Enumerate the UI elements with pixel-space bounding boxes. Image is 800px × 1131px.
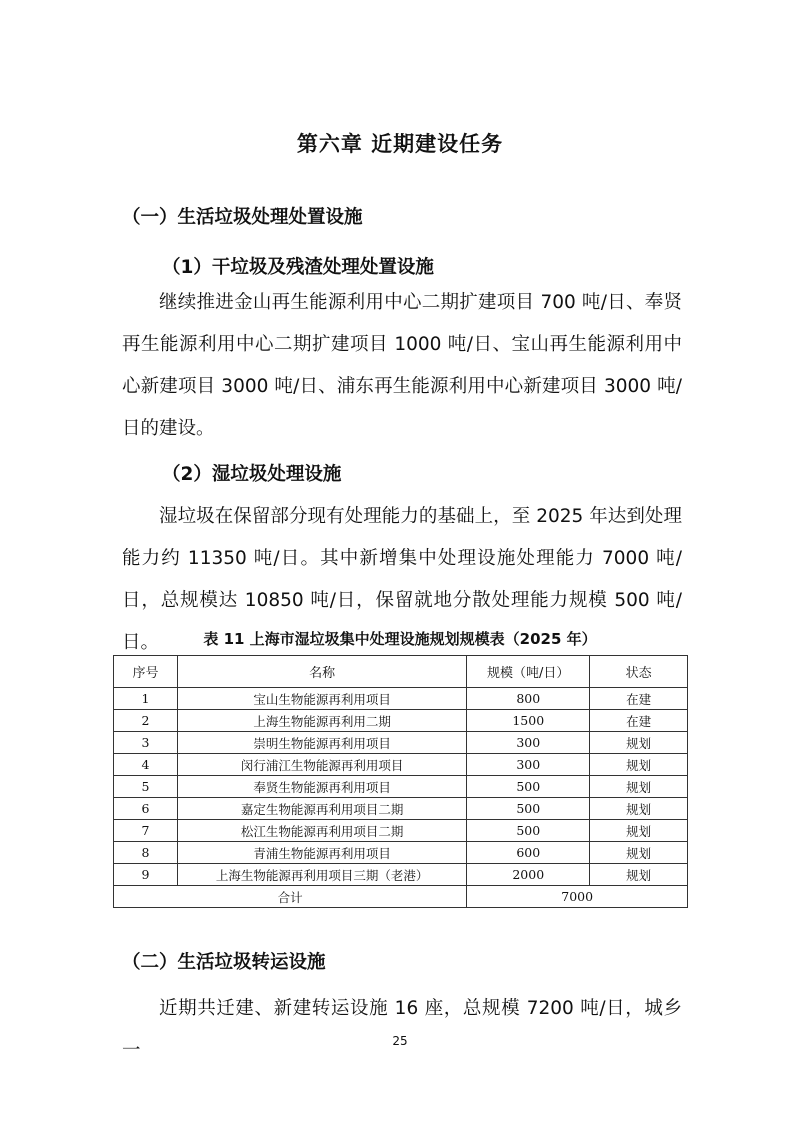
cell-name: 崇明生物能源再利用项目 (177, 732, 466, 754)
cell-status: 规划 (590, 842, 688, 864)
cell-status: 在建 (590, 710, 688, 732)
cell-name: 上海生物能源再利用项目三期（老港） (177, 864, 466, 886)
cell-status: 在建 (590, 688, 688, 710)
table-row (114, 776, 688, 798)
table-row (114, 842, 688, 864)
cell-name: 嘉定生物能源再利用项目二期 (177, 798, 466, 820)
cell-status: 规划 (590, 820, 688, 842)
table-caption: 表 11 上海市湿垃圾集中处理设施规划规模表（2025 年） (203, 630, 597, 648)
section-heading-2: （二）生活垃圾转运设施 (122, 952, 326, 973)
cell-index: 6 (114, 798, 178, 820)
cell-capacity: 300 (467, 732, 590, 754)
cell-capacity: 1500 (467, 710, 590, 732)
cell-name: 宝山生物能源再利用项目 (177, 688, 466, 710)
cell-index: 2 (114, 710, 178, 732)
cell-status: 规划 (590, 864, 688, 886)
total-value: 7000 (467, 886, 688, 908)
header-status: 状态 (590, 656, 688, 688)
cell-name: 青浦生物能源再利用项目 (177, 842, 466, 864)
cell-name: 闵行浦江生物能源再利用项目 (177, 754, 466, 776)
table-row (114, 754, 688, 776)
cell-status: 规划 (590, 776, 688, 798)
cell-index: 7 (114, 820, 178, 842)
header-name: 名称 (177, 656, 466, 688)
cell-name: 奉贤生物能源再利用项目 (177, 776, 466, 798)
page-number: 25 (392, 1034, 408, 1048)
cell-index: 8 (114, 842, 178, 864)
cell-name: 松江生物能源再利用项目二期 (177, 820, 466, 842)
table-row (114, 732, 688, 754)
table-header-row (114, 656, 688, 688)
subsection-heading-wet-waste: （2）湿垃圾处理设施 (162, 464, 342, 485)
header-index: 序号 (114, 656, 178, 688)
cell-index: 9 (114, 864, 178, 886)
table-total-row (114, 886, 688, 908)
cell-status: 规划 (590, 754, 688, 776)
wet-waste-facility-table (113, 655, 688, 908)
cell-capacity: 300 (467, 754, 590, 776)
paragraph-dry-waste: 继续推进金山再生能源利用中心二期扩建项目 700 吨/日、奉贤再生能源利用中心二期扩建项目 1000 吨/日、宝山再生能源利用中心新建项目 3000 吨/日、浦东再生能源利用中心新建项目 3000 吨/日的建设。 (122, 292, 682, 439)
table-row (114, 710, 688, 732)
cell-capacity: 500 (467, 820, 590, 842)
table-row (114, 688, 688, 710)
cell-capacity: 500 (467, 798, 590, 820)
cell-name: 上海生物能源再利用二期 (177, 710, 466, 732)
cell-capacity: 500 (467, 776, 590, 798)
header-capacity: 规模（吨/日） (467, 656, 590, 688)
subsection-heading-dry-waste: （1）干垃圾及残渣处理处置设施 (162, 257, 434, 278)
cell-status: 规划 (590, 732, 688, 754)
cell-capacity: 800 (467, 688, 590, 710)
cell-capacity: 2000 (467, 864, 590, 886)
cell-index: 5 (114, 776, 178, 798)
cell-index: 3 (114, 732, 178, 754)
cell-index: 4 (114, 754, 178, 776)
section-heading-1: （一）生活垃圾处理处置设施 (122, 207, 363, 228)
table-row (114, 820, 688, 842)
paragraph-transfer: 近期共迁建、新建转运设施 16 座，总规模 7200 吨/日，城乡一 (122, 998, 682, 1061)
table-row (114, 864, 688, 886)
cell-index: 1 (114, 688, 178, 710)
table-row (114, 798, 688, 820)
cell-capacity: 600 (467, 842, 590, 864)
paragraph-wet-waste: 湿垃圾在保留部分现有处理能力的基础上，至 2025 年达到处理能力约 11350 吨/日。其中新增集中处理设施处理能力 7000 吨/日，总规模达 10850 吨/日，保留就地分散处理能力规模 500 吨/日。 (122, 506, 682, 653)
total-label: 合计 (114, 886, 467, 908)
cell-status: 规划 (590, 798, 688, 820)
chapter-title: 第六章 近期建设任务 (296, 132, 504, 156)
